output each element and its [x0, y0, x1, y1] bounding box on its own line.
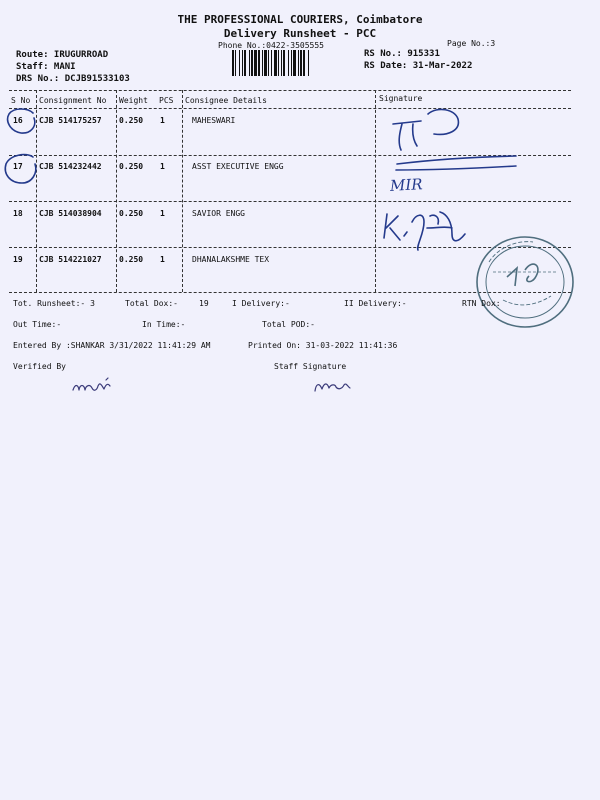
row-pcs: 1: [160, 116, 165, 125]
row-consignee: MAHESWARI: [192, 116, 236, 125]
out-time-label: Out Time:-: [13, 320, 62, 329]
header-signature: Signature: [379, 94, 423, 103]
rtn-dox-label: RTN Dox:: [462, 299, 501, 308]
drs-number: DRS No.: DCJB91533103: [16, 74, 130, 84]
row-weight: 0.250: [119, 116, 144, 125]
i-delivery-label: I Delivery:-: [232, 299, 290, 308]
row-pcs: 1: [160, 209, 165, 218]
company-title: THE PROFESSIONAL COURIERS, Coimbatore: [177, 13, 423, 26]
signature-row-17: [396, 156, 516, 170]
row-pcs: 1: [160, 162, 165, 171]
barcode-image: [232, 50, 360, 76]
row-sno: 17: [13, 162, 23, 171]
row-divider: [9, 201, 571, 202]
ii-delivery-label: II Delivery:-: [344, 299, 407, 308]
row-consignee: ASST EXECUTIVE ENGG: [192, 162, 284, 171]
header-sno: S No: [11, 96, 31, 105]
header-weight: Weight: [119, 96, 148, 105]
row-consignment: CJB 514232442: [39, 162, 102, 171]
row-weight: 0.250: [119, 209, 144, 218]
row-consignment: CJB 514175257: [39, 116, 102, 125]
handwritten-note: MIR: [389, 175, 424, 195]
row-pcs: 1: [160, 255, 165, 264]
header-consignment: Consignment No: [39, 96, 107, 105]
table-header-rule: [9, 108, 571, 109]
header-pcs: PCS: [159, 96, 174, 105]
staff-signature-label: Staff Signature: [274, 362, 347, 371]
route-label: Route: IRUGURROAD: [16, 50, 109, 60]
phone-number: Phone No.:0422-3505555: [218, 41, 324, 50]
total-runsheet: Tot. Runsheet:- 3: [13, 299, 95, 308]
staff-label: Staff: MANI: [16, 62, 76, 72]
page-number: Page No.:3: [447, 39, 496, 48]
staff-signature: [315, 384, 350, 391]
row-consignee: SAVIOR ENGG: [192, 209, 245, 218]
entered-by: Entered By :SHANKAR 3/31/2022 11:41:29 AM: [13, 341, 211, 350]
row-weight: 0.250: [119, 162, 144, 171]
row-consignment: CJB 514038904: [39, 209, 102, 218]
in-time-label: In Time:-: [142, 320, 186, 329]
column-divider: [375, 90, 376, 292]
table-top-rule: [9, 90, 571, 91]
column-divider: [116, 90, 117, 292]
row-consignment: CJB 514221027: [39, 255, 102, 264]
total-pod-label: Total POD:-: [262, 320, 315, 329]
row-sno: 18: [13, 209, 23, 218]
signature-row-16: [393, 109, 458, 150]
signature-row-18: [384, 212, 465, 250]
company-stamp: [473, 232, 577, 332]
row-consignee: DHANALAKSHME TEX: [192, 255, 270, 264]
row-sno: 19: [13, 255, 23, 264]
document-title: Delivery Runsheet - PCC: [223, 27, 377, 40]
row-divider: [9, 155, 571, 156]
total-dox-label: Total Dox:-: [125, 299, 178, 308]
row-weight: 0.250: [119, 255, 144, 264]
verified-by-label: Verified By: [13, 362, 66, 371]
rs-number: RS No.: 915331: [364, 49, 440, 59]
column-divider: [36, 90, 37, 292]
verified-by-signature: [73, 378, 110, 390]
row-sno: 16: [13, 116, 23, 125]
printed-on: Printed On: 31-03-2022 11:41:36: [248, 341, 398, 350]
column-divider: [182, 90, 183, 292]
rs-date: RS Date: 31-Mar-2022: [364, 61, 473, 71]
total-dox-value: 19: [199, 299, 209, 308]
header-consignee: Consignee Details: [185, 96, 267, 105]
